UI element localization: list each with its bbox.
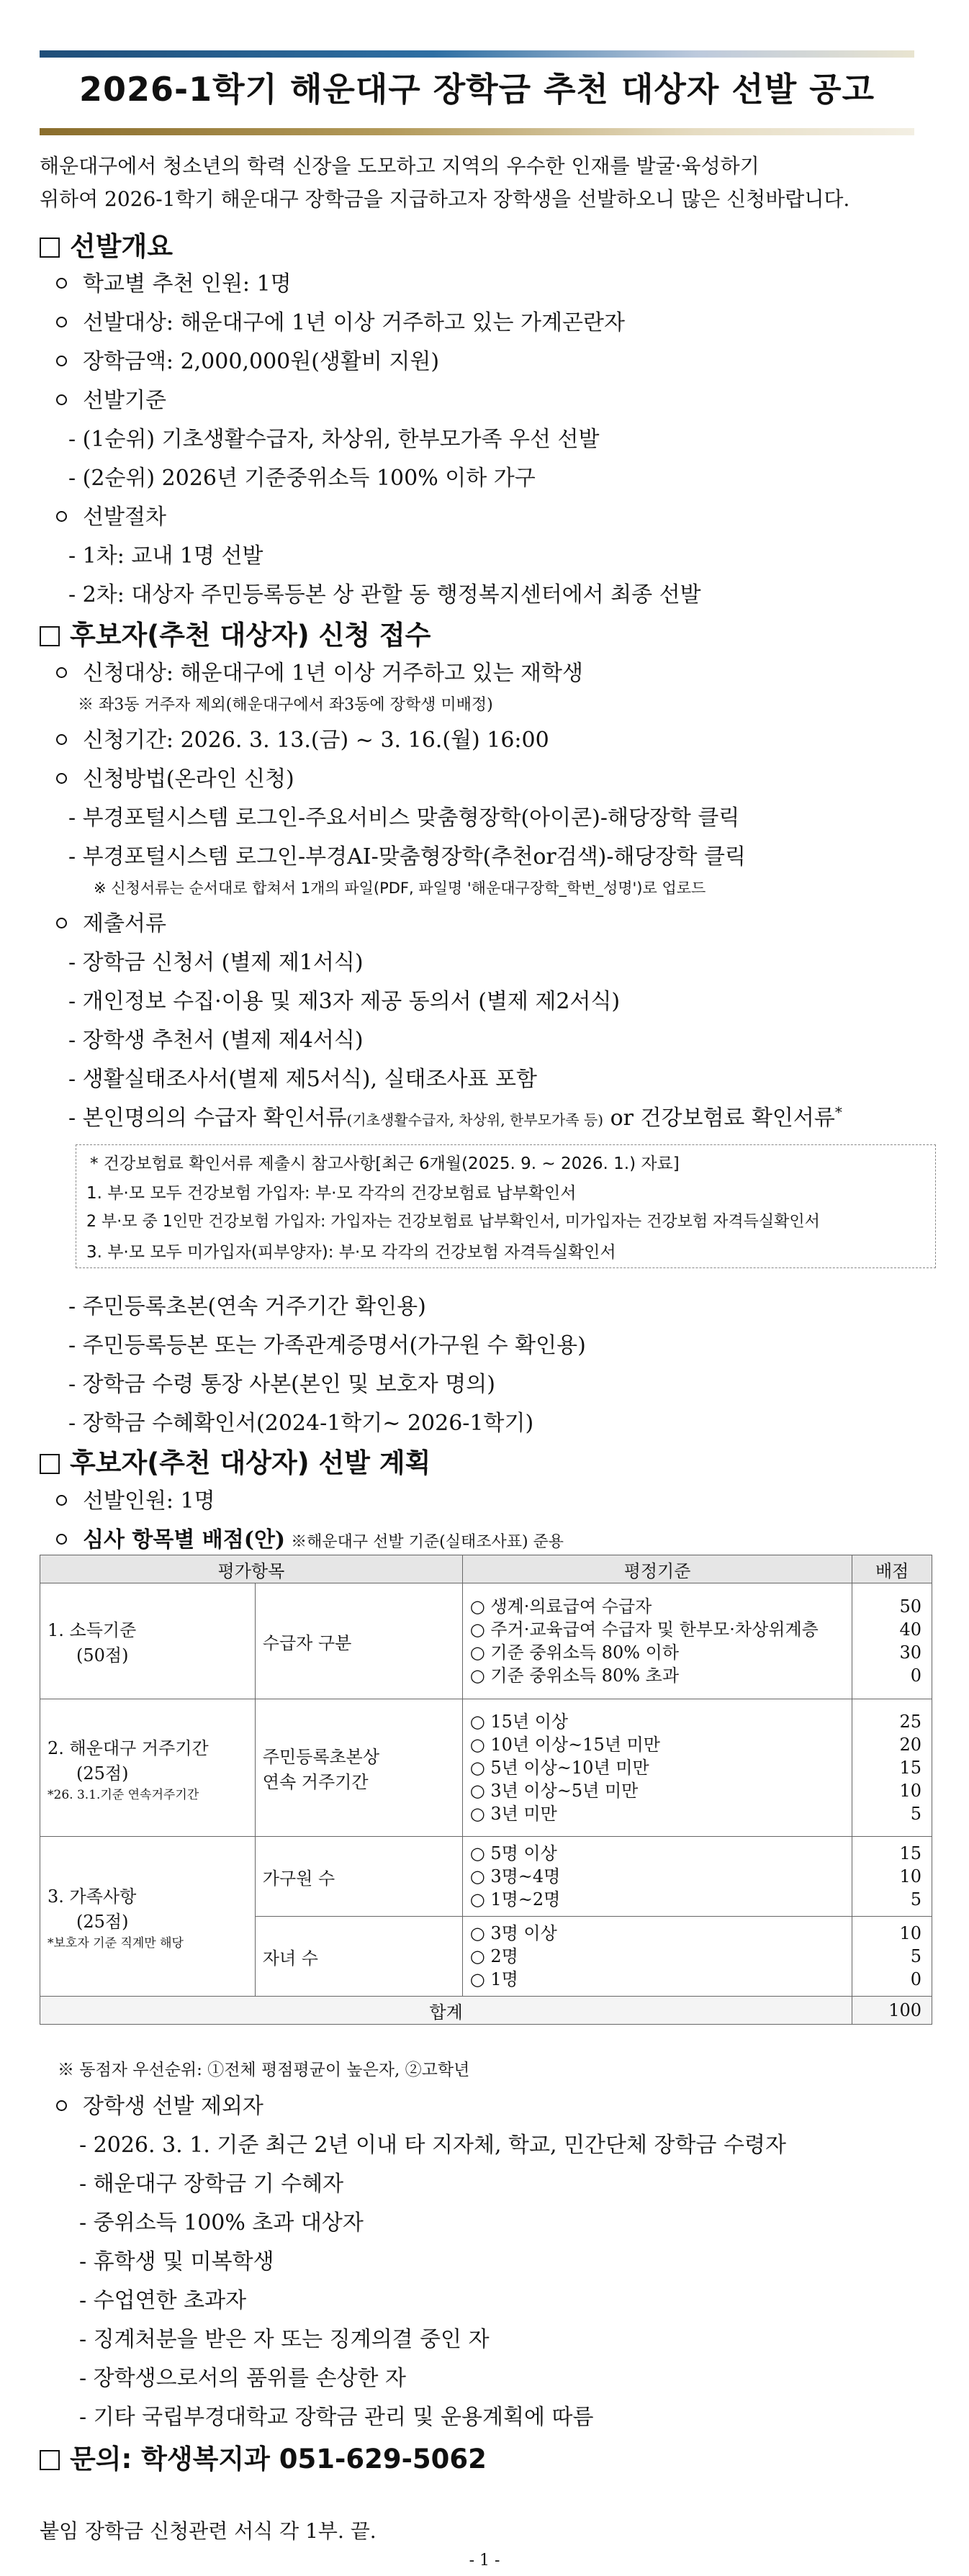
list-subitem: - 수업연한 초과자 <box>79 2288 247 2313</box>
list-subitem: - 징계처분을 받은 자 또는 징계의결 중인 자 <box>79 2327 490 2352</box>
list-subitem: - 1차: 교내 1명 선발 <box>68 543 263 569</box>
intro-line-1: 해운대구에서 청소년의 학력 신장을 도모하고 지역의 우수한 인재를 발굴·육성하기 <box>40 154 760 178</box>
section-heading-application: 후보자(추천 대상자) 신청 접수 <box>40 613 431 652</box>
table-cell: ○ 5명 이상 ○ 3명~4명 ○ 1명~2명 <box>462 1837 852 1917</box>
list-subitem: - 부경포털시스템 로그인-부경AI-맞춤형장학(추천or검색)-해당장학 클릭 <box>68 844 746 869</box>
circle-bullet-icon <box>56 918 67 928</box>
circle-bullet-icon <box>56 1534 67 1545</box>
table-header: 평가항목 <box>40 1555 463 1583</box>
attachment-line: 붙임 장학금 신청관련 서식 각 1부. 끝. <box>40 2519 377 2543</box>
list-item: 장학생 선발 제외자 <box>56 2088 263 2120</box>
list-subitem: - 생활실태조사서(별제 제5서식), 실태조사표 포함 <box>68 1067 537 1092</box>
section-heading-selection-plan: 후보자(추천 대상자) 선발 계획 <box>40 1441 431 1480</box>
circle-bullet-icon <box>56 278 67 289</box>
table-total-row <box>40 1997 932 2025</box>
section-heading-overview: 선발개요 <box>40 225 173 263</box>
table-cell: 자녀 수 <box>255 1917 462 1997</box>
circle-bullet-icon <box>56 1495 67 1506</box>
list-item: 선발절차 <box>56 499 166 530</box>
square-bullet-icon <box>40 2450 60 2470</box>
list-item: 신청방법(온라인 신청) <box>56 761 294 792</box>
circle-bullet-icon <box>56 356 67 366</box>
table-row <box>40 1837 932 1917</box>
table-cell: ○ 3명 이상 ○ 2명 ○ 1명 <box>462 1917 852 1997</box>
page-number: - 1 - <box>469 2552 500 2570</box>
circle-bullet-icon <box>56 394 67 405</box>
note-text: ※ 신청서류는 순서대로 합쳐서 1개의 파일(PDF, 파일명 '해운대구장학_학번_성명')로 업로드 <box>94 880 706 897</box>
table-cell: 10 5 0 <box>852 1917 932 1997</box>
section-heading-contact: 문의: 학생복지과 051-629-5062 <box>40 2437 487 2476</box>
circle-bullet-icon <box>56 734 67 745</box>
table-cell: 1. 소득기준 (50점) <box>40 1583 256 1699</box>
table-cell: ○ 생계·의료급여 수급자 ○ 주거·교육급여 수급자 및 한부모·차상위계층 ○ 기준 중위소득 80% 이하 ○ 기준 중위소득 80% 초과 <box>462 1583 852 1699</box>
table-cell: 가구원 수 <box>255 1837 462 1917</box>
tie-break-note: ※ 동점자 우선순위: ①전체 평점평균이 높은자, ②고학년 <box>58 2061 470 2079</box>
table-cell: 주민등록초본상 연속 거주기간 <box>255 1699 462 1837</box>
list-subitem: - 기타 국립부경대학교 장학금 관리 및 운용계획에 따름 <box>79 2405 594 2430</box>
list-subitem: - 장학금 신청서 (별제 제1서식) <box>68 950 364 975</box>
table-row <box>40 1583 932 1699</box>
list-subitem: - 장학생으로서의 품위를 손상한 자 <box>79 2366 407 2391</box>
list-subitem: - 주민등록등본 또는 가족관계증명서(가구원 수 확인용) <box>68 1333 586 1358</box>
list-subitem: - 본인명의의 수급자 확인서류(기초생활수급자, 차상위, 한부모가족 등) or 건강보험료 확인서류* <box>68 1103 842 1131</box>
list-subitem: - 2차: 대상자 주민등록등본 상 관할 동 행정복지센터에서 최종 선발 <box>68 582 701 607</box>
page-title: 2026-1학기 해운대구 장학금 추천 대상자 선발 공고 <box>78 70 875 109</box>
list-item: 학교별 추천 인원: 1명 <box>56 266 292 297</box>
circle-bullet-icon <box>56 2100 67 2111</box>
table-cell: 50 40 30 0 <box>852 1583 932 1699</box>
square-bullet-icon <box>40 238 60 258</box>
note-box-line: 3. 부·모 모두 미가입자(피부양자): 부·모 각각의 건강보험 자격득실확인서 <box>86 1243 616 1262</box>
list-item: 신청기간: 2026. 3. 13.(금) ~ 3. 16.(월) 16:00 <box>56 722 549 754</box>
list-subitem: - 장학금 수령 통장 사본(본인 및 보호자 명의) <box>68 1372 495 1397</box>
circle-bullet-icon <box>56 667 67 678</box>
table-header: 평정기준 <box>462 1555 852 1583</box>
table-header: 배점 <box>852 1555 932 1583</box>
table-row <box>40 1699 932 1837</box>
table-cell: 100 <box>852 1997 932 2025</box>
table-header-row <box>40 1555 932 1583</box>
square-bullet-icon <box>40 1454 60 1474</box>
list-subitem: - (1순위) 기초생활수급자, 차상위, 한부모가족 우선 선발 <box>68 427 600 452</box>
circle-bullet-icon <box>56 773 67 784</box>
table-cell: ○ 15년 이상 ○ 10년 이상~15년 미만 ○ 5년 이상~10년 미만 ○ 3년 이상~5년 미만 ○ 3년 미만 <box>462 1699 852 1837</box>
table-cell: 25 20 15 10 5 <box>852 1699 932 1837</box>
list-subitem: - 주민등록초본(연속 거주기간 확인용) <box>68 1294 426 1319</box>
list-item: 심사 항목별 배점(안) ※해운대구 선발 기준(실태조사표) 준용 <box>56 1522 564 1553</box>
list-subitem: - 개인정보 수집·이용 및 제3자 제공 동의서 (별제 제2서식) <box>68 989 621 1014</box>
list-subitem: - 중위소득 100% 초과 대상자 <box>79 2210 364 2236</box>
circle-bullet-icon <box>56 317 67 327</box>
score-table <box>40 1555 932 2025</box>
note-text: ※ 좌3동 거주자 제외(해운대구에서 좌3동에 장학생 미배정) <box>78 696 493 714</box>
note-box-line: * 건강보험료 확인서류 제출시 참고사항[최근 6개월(2025. 9. ~ 2026. 1.) 자료] <box>90 1154 680 1173</box>
square-bullet-icon <box>40 626 60 646</box>
table-cell: 2. 해운대구 거주기간 (25점) *26. 3.1.기준 연속거주기간 <box>40 1699 256 1837</box>
list-subitem: - 해운대구 장학금 기 수혜자 <box>79 2171 344 2197</box>
list-item: 선발인원: 1명 <box>56 1483 215 1514</box>
list-subitem: - 2026. 3. 1. 기준 최근 2년 이내 타 지자체, 학교, 민간단체 장학금 수령자 <box>79 2133 786 2158</box>
note-box-line: 2 부·모 중 1인만 건강보험 가입자: 가입자는 건강보험료 납부확인서, 미가입자는 건강보험 자격득실확인서 <box>86 1213 820 1231</box>
title-top-bar <box>40 50 914 58</box>
list-subitem: - 장학금 수혜확인서(2024-1학기~ 2026-1학기) <box>68 1411 534 1436</box>
circle-bullet-icon <box>56 511 67 522</box>
intro-text <box>40 150 947 216</box>
table-cell: 수급자 구분 <box>255 1583 462 1699</box>
list-subitem: - 휴학생 및 미복학생 <box>79 2249 274 2274</box>
list-item: 신청대상: 해운대구에 1년 이상 거주하고 있는 재학생 <box>56 655 583 687</box>
list-item: 장학금액: 2,000,000원(생활비 지원) <box>56 343 439 375</box>
list-item: 제출서류 <box>56 905 166 937</box>
list-subitem: - 장학생 추천서 (별제 제4서식) <box>68 1028 364 1053</box>
table-cell: 3. 가족사항 (25점) *보호자 기준 직계만 해당 <box>40 1837 256 1997</box>
table-cell: 15 10 5 <box>852 1837 932 1917</box>
list-subitem: - (2순위) 2026년 기준중위소득 100% 이하 가구 <box>68 466 536 491</box>
list-item: 선발기준 <box>56 382 166 414</box>
intro-line-2: 위하여 2026-1학기 해운대구 장학금을 지급하고자 장학생을 선발하오니 많은 신청바랍니다. <box>40 187 850 211</box>
note-box-line: 1. 부·모 모두 건강보험 가입자: 부·모 각각의 건강보험료 납부확인서 <box>86 1184 577 1203</box>
list-subitem: - 부경포털시스템 로그인-주요서비스 맞춤형장학(아이콘)-해당장학 클릭 <box>68 805 740 831</box>
title-bottom-bar <box>40 128 914 135</box>
list-item: 선발대상: 해운대구에 1년 이상 거주하고 있는 가계곤란자 <box>56 304 625 336</box>
table-cell: 합계 <box>40 1997 852 2025</box>
